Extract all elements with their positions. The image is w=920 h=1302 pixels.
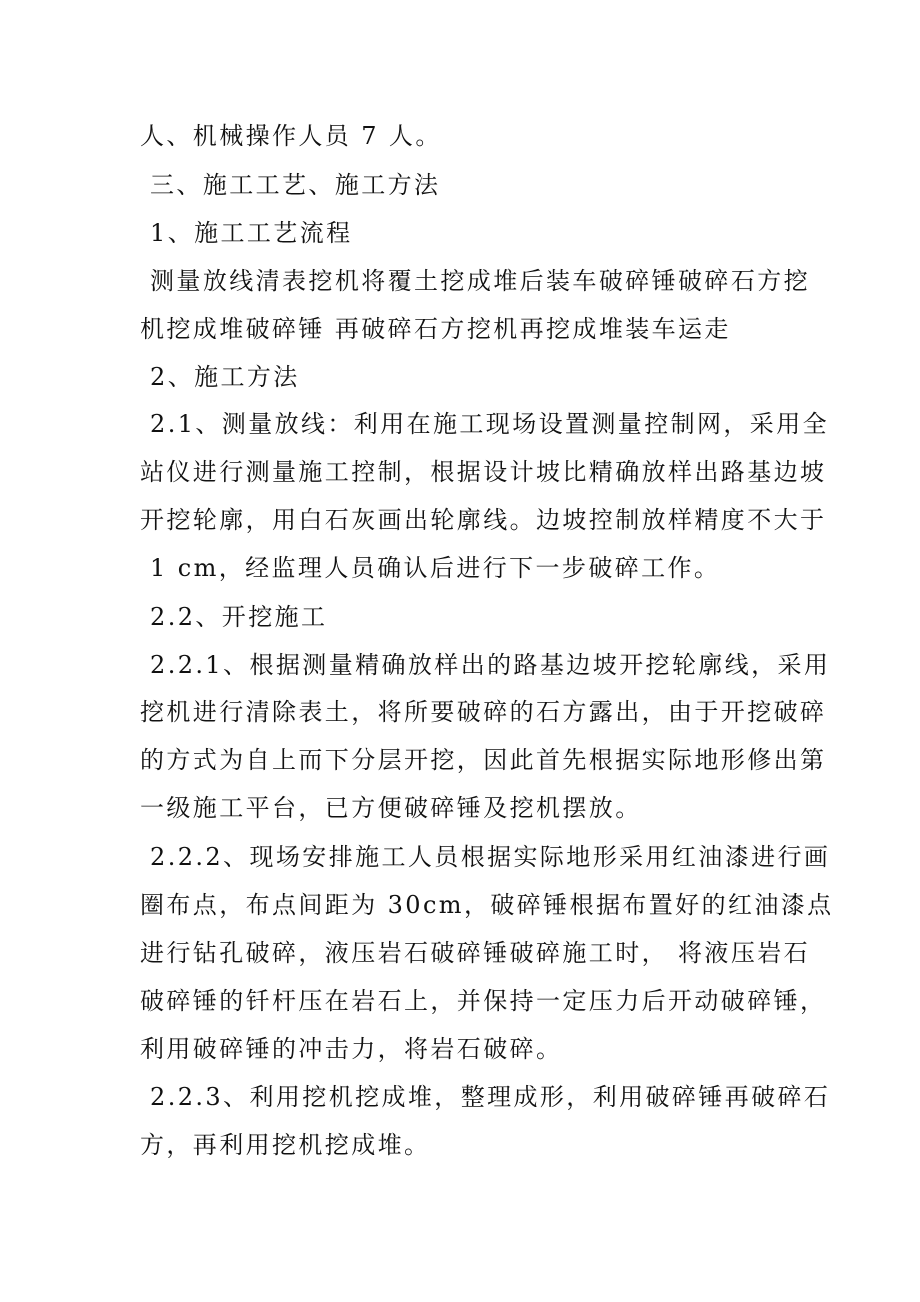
text-line: 机挖成堆破碎锤 再破碎石方挖机再挖成堆装车运走 — [140, 315, 731, 343]
subsection-heading: 2.2、开挖施工 — [140, 603, 328, 631]
text-line: 人、机械操作人员 7 人。 — [140, 122, 442, 150]
subsection-heading: 2、施工方法 — [140, 363, 300, 391]
text-line: 圈布点，布点间距为 30cm，破碎锤根据布置好的红油漆点 — [140, 891, 834, 919]
text-line: 利用破碎锤的冲击力，将岩石破碎。 — [140, 1035, 563, 1063]
subsection-heading: 1、施工工艺流程 — [140, 219, 353, 247]
text-line: 挖机进行清除表土，将所要破碎的石方露出，由于开挖破碎 — [140, 698, 827, 726]
text-line: 开挖轮廓，用白石灰画出轮廓线。边坡控制放样精度不大于 — [140, 506, 827, 534]
text-line: 1 cm，经监理人员确认后进行下一步破碎工作。 — [140, 554, 721, 582]
text-line: 测量放线清表挖机将覆土挖成堆后装车破碎锤破碎石方挖 — [140, 267, 811, 295]
text-line: 站仪进行测量施工控制，根据设计坡比精确放样出路基边坡 — [140, 458, 827, 486]
text-line: 2.1、测量放线：利用在施工现场设置测量控制网，采用全 — [140, 410, 829, 438]
text-line: 的方式为自上而下分层开挖，因此首先根据实际地形修出第 — [140, 746, 827, 774]
section-heading: 三、施工工艺、施工方法 — [140, 171, 441, 199]
text-line: 2.2.1、根据测量精确放样出的路基边坡开挖轮廓线，采用 — [140, 651, 831, 679]
text-line: 一级施工平台，已方便破碎锤及挖机摆放。 — [140, 794, 642, 822]
text-line: 破碎锤的钎杆压在岩石上，并保持一定压力后开动破碎锤， — [140, 987, 827, 1015]
text-line: 2.2.2、现场安排施工人员根据实际地形采用红油漆进行画 — [140, 843, 831, 871]
text-line: 方，再利用挖机挖成堆。 — [140, 1131, 431, 1159]
text-line: 2.2.3、利用挖机挖成堆，整理成形，利用破碎锤再破碎石 — [140, 1083, 831, 1111]
text-line: 进行钻孔破碎，液压岩石破碎锤破碎施工时， 将液压岩石 — [140, 939, 811, 967]
